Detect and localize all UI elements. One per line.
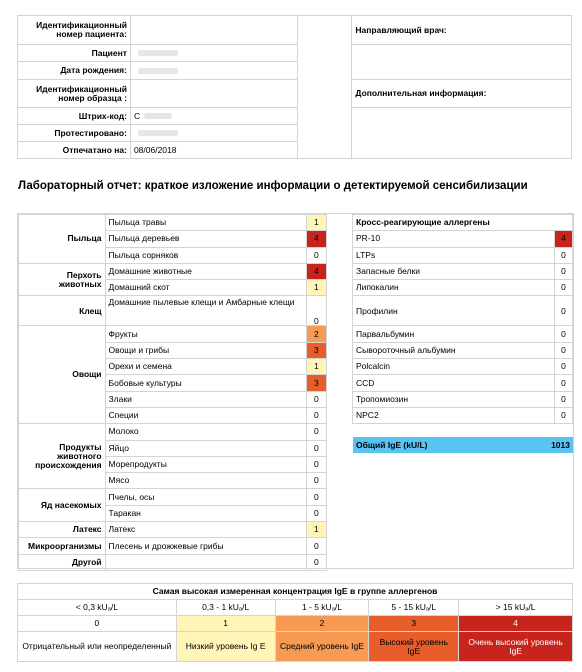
cr-row-name: Polcalcin: [353, 359, 555, 375]
row-score: 0: [306, 391, 326, 407]
row-name: Плесень и дрожжевые грибы: [105, 538, 306, 554]
group-insect-venom: Яд насекомых: [19, 489, 106, 522]
row-score: 3: [306, 375, 326, 391]
cr-row-name: Сывороточный альбумин: [353, 342, 555, 358]
legend-range: < 0,3 kUₐ/L: [18, 600, 177, 616]
row-name: Латекс: [105, 522, 306, 538]
legend-range: 5 - 15 kUₐ/L: [369, 600, 459, 616]
referring-doctor-value: [352, 45, 572, 80]
row-score: 0: [306, 473, 326, 489]
cr-row-name: Тропомиозин: [353, 391, 555, 407]
row-score: 1: [306, 359, 326, 375]
patient-id-label: Идентификационный номер пациента:: [18, 16, 131, 45]
cr-row-score: 0: [555, 280, 573, 296]
total-ige-value: 1013: [551, 439, 570, 450]
row-score: 3: [306, 342, 326, 358]
row-score: 0: [306, 554, 326, 570]
printed-value: 08/06/2018: [130, 142, 297, 159]
patient-label: Пациент: [18, 45, 131, 62]
row-name: Морепродукты: [105, 456, 306, 472]
row-name: Пыльца деревьев: [105, 231, 306, 247]
legend-description: Очень высокий уровень IgE: [459, 632, 573, 662]
cr-row-name: Профилин: [353, 296, 555, 326]
group-pollen: Пыльца: [19, 215, 106, 264]
group-vegetables: Овощи: [19, 326, 106, 424]
patient-value: [130, 45, 297, 62]
cross-reactive-title: Кросс-реагирующие аллергены: [353, 215, 573, 231]
barcode-text: C: [133, 110, 141, 121]
cr-row-name: PR-10: [353, 231, 555, 247]
cr-row-name: LTPs: [353, 247, 555, 263]
row-score: 1: [306, 215, 326, 231]
row-score: 0: [306, 424, 326, 440]
cr-row-score: 0: [555, 326, 573, 342]
cr-row-name: Запасные белки: [353, 263, 555, 279]
legend-class: 0: [18, 616, 177, 632]
additional-info-label: Дополнительная информация:: [352, 80, 572, 108]
row-name: Специи: [105, 407, 306, 423]
row-name: Бобовые культуры: [105, 375, 306, 391]
legend-class: 1: [176, 616, 275, 632]
row-name: Пчелы, осы: [105, 489, 306, 505]
ige-level-legend: [17, 583, 573, 662]
cr-row-name: NPC2: [353, 407, 555, 423]
cr-row-name: Парвальбумин: [353, 326, 555, 342]
cr-row-score: 0: [555, 375, 573, 391]
cross-reactive-table: [352, 214, 573, 424]
legend-class: 4: [459, 616, 573, 632]
row-name: Яйцо: [105, 440, 306, 456]
cr-row-name: CCD: [353, 375, 555, 391]
legend-range: 1 - 5 kUₐ/L: [275, 600, 369, 616]
additional-info-value: [352, 108, 572, 159]
group-latex: Латекс: [19, 522, 106, 538]
legend-title: Самая высокая измеренная концентрация IgE в группе аллергенов: [18, 584, 573, 600]
row-score: 0: [306, 247, 326, 263]
row-score: 0: [306, 440, 326, 456]
sample-id-label: Идентификационный номер образца :: [18, 80, 131, 108]
dob-value: [130, 62, 297, 80]
row-score: 4: [306, 263, 326, 279]
total-ige-label: Общий IgE (kU/L): [356, 439, 428, 450]
row-name: Фрукты: [105, 326, 306, 342]
row-score: 1: [306, 522, 326, 538]
row-score: 0: [306, 296, 326, 326]
row-name: Молоко: [105, 424, 306, 440]
spacer-cell: [297, 16, 352, 159]
cr-row-score: 4: [555, 231, 573, 247]
cr-row-score: 0: [555, 296, 573, 326]
group-other: Другой: [19, 554, 106, 570]
cr-row-name: Липокалин: [353, 280, 555, 296]
legend-description: Низкий уровень Ig E: [176, 632, 275, 662]
row-name: Домашние животные: [105, 263, 306, 279]
legend-range: 0,3 - 1 kUₐ/L: [176, 600, 275, 616]
row-name: Пыльца травы: [105, 215, 306, 231]
cr-row-score: 0: [555, 263, 573, 279]
legend-description: Высокий уровень IgE: [369, 632, 459, 662]
row-score: 2: [306, 326, 326, 342]
group-mite: Клещ: [19, 296, 106, 326]
row-score: 0: [306, 538, 326, 554]
patient-id-value: [130, 16, 297, 45]
row-score: 0: [306, 456, 326, 472]
row-name: Овощи и грибы: [105, 342, 306, 358]
legend-class: 2: [275, 616, 369, 632]
group-animal-products: Продукты животного происхождения: [19, 424, 106, 489]
barcode-label: Штрих-код:: [18, 108, 131, 125]
patient-info-table: [17, 15, 572, 159]
legend-description: Отрицательный или неопределенный: [18, 632, 177, 662]
row-score: 0: [306, 407, 326, 423]
row-name: Орехи и семена: [105, 359, 306, 375]
cr-row-score: 0: [555, 407, 573, 423]
row-score: 0: [306, 505, 326, 521]
allergen-groups-table: [18, 214, 327, 571]
row-name: Злаки: [105, 391, 306, 407]
barcode-value: [130, 108, 297, 125]
cr-row-score: 0: [555, 359, 573, 375]
legend-range: > 15 kUₐ/L: [459, 600, 573, 616]
dob-label: Дата рождения:: [18, 62, 131, 80]
printed-label: Отпечатано на:: [18, 142, 131, 159]
referring-doctor-label: Направляющий врач:: [352, 16, 572, 45]
cr-row-score: 0: [555, 391, 573, 407]
row-name: Таракан: [105, 505, 306, 521]
total-ige-bar: [353, 437, 573, 453]
row-score: 0: [306, 489, 326, 505]
row-score: 1: [306, 280, 326, 296]
row-score: 4: [306, 231, 326, 247]
row-name: Мясо: [105, 473, 306, 489]
row-name: Домашние пылевые клещи и Амбарные клещи: [105, 296, 306, 326]
group-microorganisms: Микроорганизмы: [19, 538, 106, 554]
row-name: Пыльца сорняков: [105, 247, 306, 263]
legend-description: Средний уровень IgE: [275, 632, 369, 662]
row-name: [105, 554, 306, 570]
group-animal-dander: Перхоть животных: [19, 263, 106, 296]
row-name: Домашний скот: [105, 280, 306, 296]
cr-row-score: 0: [555, 247, 573, 263]
tested-label: Протестировано:: [18, 125, 131, 142]
report-title: Лабораторный отчет: краткое изложение информации о детектируемой сенсибилизации: [18, 180, 528, 192]
cr-row-score: 0: [555, 342, 573, 358]
sample-id-value: [130, 80, 297, 108]
tested-value: [130, 125, 297, 142]
legend-class: 3: [369, 616, 459, 632]
